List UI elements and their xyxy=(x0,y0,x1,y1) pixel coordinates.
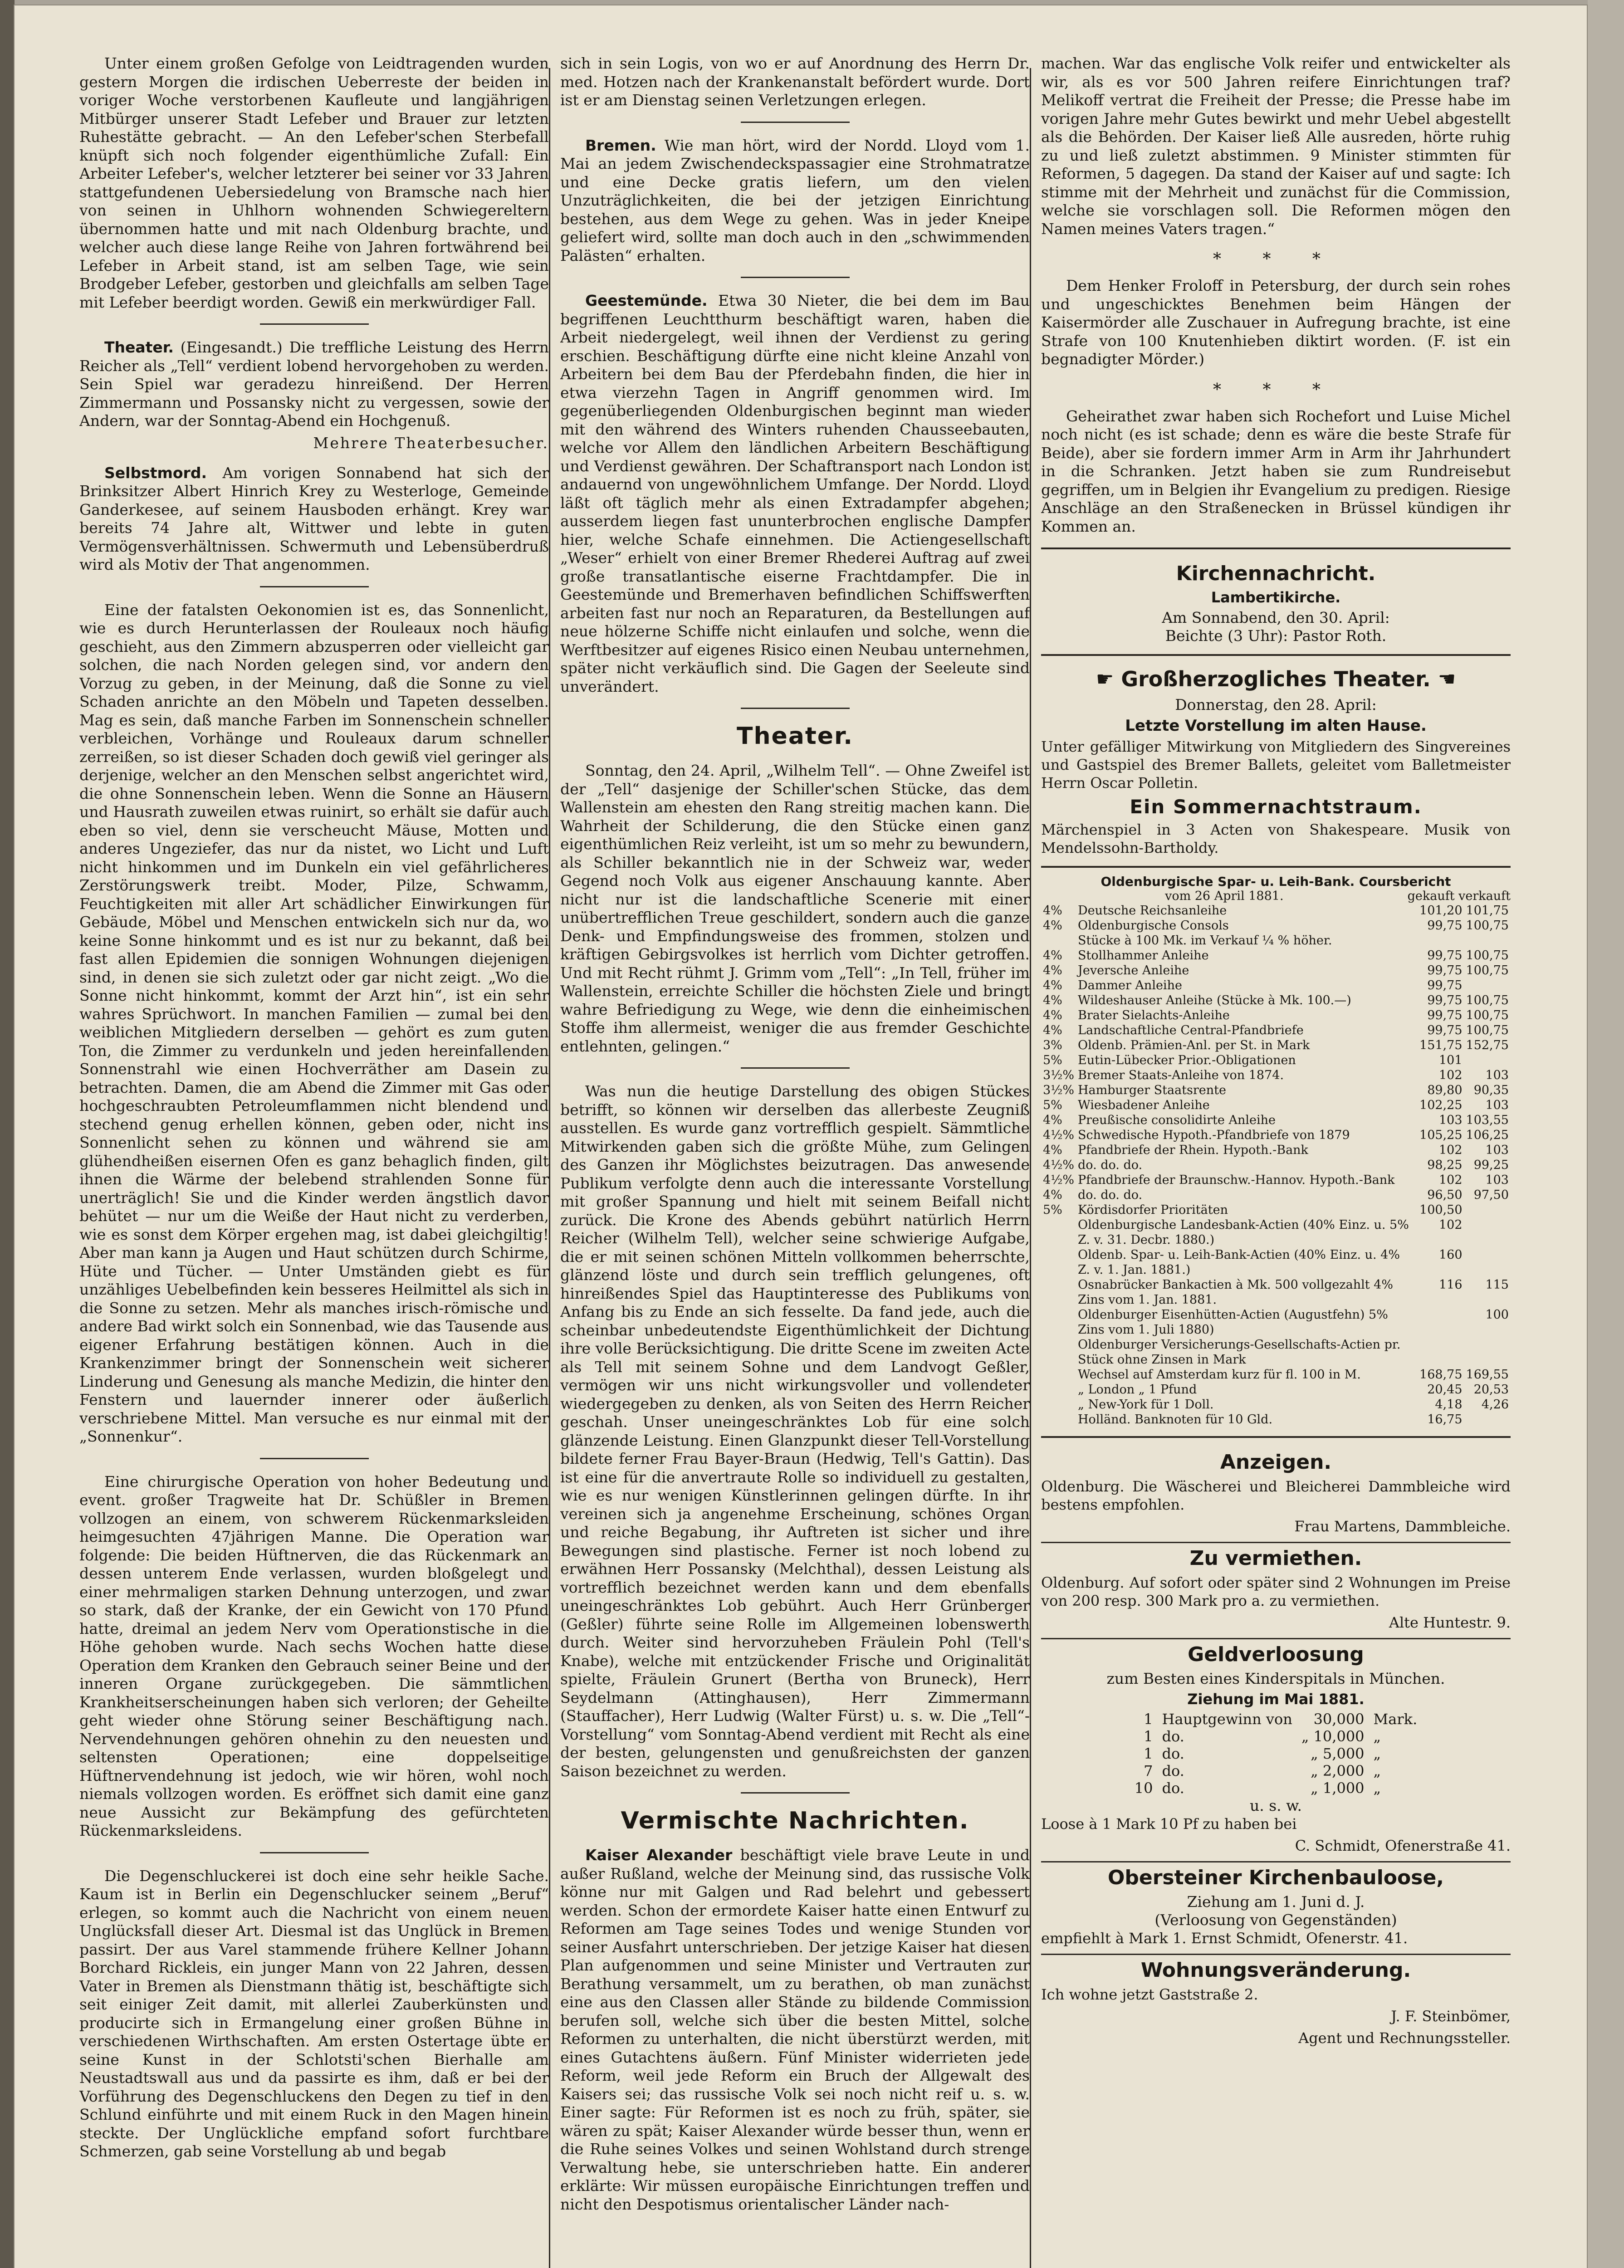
exchange-rate-row xyxy=(1041,918,1511,933)
prize-count: 10 xyxy=(1134,1779,1153,1797)
exchange-rate-rate: 4½% xyxy=(1043,1158,1075,1172)
separator-rule xyxy=(741,708,850,709)
asterism-separator: * * * xyxy=(1213,250,1339,269)
exchange-rate-sold: 97,50 xyxy=(1473,1188,1509,1202)
section-heading: Theater. xyxy=(737,723,853,750)
exchange-rate-rate xyxy=(1041,1367,1076,1382)
exchange-rate-sold xyxy=(1464,1412,1511,1427)
exchange-rate-row xyxy=(1041,1068,1511,1083)
exchange-rate-row xyxy=(1041,1023,1511,1038)
exchange-rate-rate: 4% xyxy=(1043,978,1062,992)
exchange-rate-bought: 99,75 xyxy=(1427,978,1463,992)
advertisements-title: Anzeigen. xyxy=(1220,1451,1332,1474)
exchange-rates xyxy=(1041,866,1511,1427)
exchange-rate-row xyxy=(1041,1382,1511,1397)
exchange-rate-bought: 89,80 xyxy=(1427,1083,1463,1097)
article-text: Am vorigen Sonnabend hat sich der Brinksitzer Albert Hinrich Krey zu Westerloge, Gemeinde Ganderkesee, auf seinem Hausboden erhängt. Krey war bereits 74 Jahre alt, Wittwer und lebte in guten Vermögensverhältnissen. Schwermuth und Lebensüberdruß wird als Motiv der That angenommen. xyxy=(79,464,549,573)
prize-unit: „ xyxy=(1373,1779,1381,1797)
exchange-rate-sold: 100,75 xyxy=(1466,963,1509,978)
exchange-rate-name: „ New-York für 1 Doll. xyxy=(1078,1398,1214,1412)
article-text: Etwa 30 Nieter, die bei dem im Bau begriffenen Leuchtthurm beschäftigt waren, haben die Arbeit niedergelegt, weil ihnen der Verdienst zu gering erschien. Beschäftigung dürfte eine nicht kleine Anzahl von Arbeitern bei dem Bau der Pferdebahn finden, die hier in etwa vierzehn Tagen in Angriff genommen wird. Im gegenüberliegenden Oldenburgischen beginnt man wieder mit den während des Winters ruhenden Chausseebauten, welche vor Allem den ländlichen Arbeitern Beschäftigung und Verdienst gewähren. Der Schaftransport nach London ist andauernd von ungewöhnlichem Umfange. Der Nordd. Lloyd läßt oft täglich mehr als einen Extradampfer abgehen; ausserdem liegen fast ununterbrochen englische Dampfer hier, welche Schafe einnehmen. Die Actiengesellschaft „Weser“ erhielt von einer Bremer Rhederei Auftrag auf zwei große transatlantische eiserne Frachtdampfer. Die in Geestemünde und Bremerhaven befindlichen Schiffswerften arbeiten fast nur noch an Reparaturen, da Bestellungen auf neue hölzerne Schiffe nicht einlaufen und solche, wenn die Werftbesitzer auf eigenes Risico einen Neubau unternehmen, später nicht verkäuflich sind. Die Gagen der Seeleute sind unverändert. xyxy=(560,292,1030,695)
exchange-rate-row xyxy=(1041,1098,1511,1113)
exchange-rate-name: Dammer Anleihe xyxy=(1078,978,1182,992)
article-text: Eine der fatalsten Oekonomien ist es, das Sonnenlicht, wie es durch Herunterlassen der Rouleaux noch häufig geschieht, aus den Zimmern abzusperren oder vielleicht gar solchen, die nach Norden gelegen sind, vor andern den Vorzug zu geben, in der Meinung, daß die Sonne zu viel Schaden anrichte an den Möbeln und Tapeten desselben. Mag es sein, daß manche Farben im Sonnenschein schneller verbleichen, Vorhänge und Rouleaux darum schneller zerreißen, so ist dieser Schaden doch gewiß viel geringer als derjenige, welcher an den Menschen selbst angerichtet wird, die ohne Sonnenschein leben. Wenn die Sonne an Häusern und Hausrath zuweilen etwas ruinirt, so erhält sie dafür auch eben so viel, denn sie verscheucht Mäuse, Motten und anderes Ungeziefer, das nur da nistet, wo Licht und Luft nicht hinkommen und im Dunkeln ein viel gefährlicheres Zerstörungswerk treibt. Moder, Pilze, Schwamm, Feuchtigkeiten mit aller Art schädlicher Einwirkungen für Gebäude, Möbel und Menschen entwickeln sich nur da, wo keine Sonne hinkommt und es ist nur zu bekannt, daß bei fast allen Epidemien die sonnigen Wohnungen diejenigen sind, in denen sie sich zuletzt oder gar nicht zeigt. „Wo die Sonne nicht hinkommt, kommt der Arzt hin“, ist ein sehr wahres Sprüchwort. In manchen Familien — zumal bei den weiblichen Mitgliedern derselben — gehört es zum guten Ton, die Zimmer zu verdunkeln und jeden hereinfallenden Sonnenstrahl wie einen Hochverräther am Dasein zu betrachten. Damen, die am Abend die Zimmer mit Gas oder hochgeschraubten Petroleumflammen nicht blendend und stechend genug erhellen können, geben oder, nicht ins Sonnenlicht sehen zu können und während sie am glühendheißen eisernen Ofen es ganz behaglich finden, gilt ihnen die Wärme der belebend strahlenden Sonne für unerträglich! Sie und die Kinder werden ängstlich davor behütet — nur um die Weiße der Haut nicht zu verderben, wie es sonst dem Körper ergehen mag, ist dabei gleichgiltig! Aber man kann ja Augen und Haut schützen durch Schirme, Hüte und Tücher. — Unter Umständen giebt es für unzähliges Uebelbefinden kein besseres Heilmittel als sich in die Sonne zu setzen. Mehr als manches irisch-römische und andere Bad wirkt solch ein Sonnenbad, wie das Tausende aus eigener Erfahrung bestätigen können. Auch in die Krankenzimmer bringt der Sonnenschein weit sicherer Linderung und Genesung als manche Medizin, die hinter den Fenstern und lauernder innerer oder äußerlich verschriebene Mittel. Man versuche es nur einmal mit der „Sonnenkur“. xyxy=(79,601,549,1445)
exchange-rate-rate: 4% xyxy=(1043,948,1062,963)
exchange-rate-sold: 106,25 xyxy=(1466,1128,1509,1142)
prize-amount: „ 2,000 xyxy=(1311,1762,1365,1779)
exchange-rate-bought: 103 xyxy=(1438,1113,1463,1127)
article-paragraph xyxy=(560,1846,1030,2214)
prize-amount: „ 5,000 xyxy=(1311,1745,1365,1762)
exchange-rate-name: Oldenburgische Consols xyxy=(1078,919,1229,933)
exchange-rate-bought: 102 xyxy=(1438,1068,1463,1082)
column-1 xyxy=(79,54,549,2268)
article-lead: Theater. xyxy=(104,338,174,356)
article-text: Unter einem großen Gefolge von Leidtragenden wurden gestern Morgen die irdischen Ueberreste der beiden in voriger Woche verstorbenen Kaufleute und langjährigen Mitbürger unserer Stadt Lefeber und Brauer zur letzten Ruhestätte gebracht. — An den Lefeber'schen Sterbefall knüpft sich noch folgender eigenthümliche Zufall: Ein Arbeiter Lefeber's, welcher letzterer bei seiner vor 33 Jahren stattgefundenen Uebersiedelung von Bramsche nach hier von seinen in Uhlhorn wohnenden Schwiegereltern übernommen hatte und mit nach Oldenburg brachte, und welcher auch diese lange Reihe von Jahren fortwährend bei Lefeber in Arbeit stand, ist am selben Tage, wie sein Brodgeber Lefeber, gestorben und gleichfalls am selben Tage mit Lefeber beerdigt worden. Gewiß ein merkwürdiger Fall. xyxy=(79,54,549,311)
ad-lottery-draw: Ziehung im Mai 1881. xyxy=(1187,1691,1365,1708)
exchange-rate-sold: 103 xyxy=(1485,1068,1509,1082)
exchange-rate-name: Holländ. Banknoten für 10 Gld. xyxy=(1078,1413,1273,1427)
exchange-rate-bought: 168,75 xyxy=(1419,1368,1463,1382)
exchange-rate-name: Pfandbriefe der Braunschw.-Hannov. Hypoth.-Bank xyxy=(1078,1173,1395,1187)
exchange-rate-sold xyxy=(1464,1202,1511,1217)
separator-rule xyxy=(260,1852,369,1853)
exchange-rate-sold: 20,53 xyxy=(1473,1383,1509,1397)
advertisements xyxy=(1041,1436,1511,2047)
exchange-rate-bought: 20,45 xyxy=(1427,1383,1463,1397)
prize-unit: Mark. xyxy=(1373,1711,1418,1728)
ad-rent: Oldenburg. Auf sofort oder später sind 2 Wohnungen im Preise von 200 resp. 300 Mark pro a. zu vermiethen. xyxy=(1041,1574,1511,1609)
exchange-rates-table xyxy=(1041,903,1511,1427)
exchange-rate-sold: 103,55 xyxy=(1466,1113,1509,1127)
article-text: Sonntag, den 24. April, „Wilhelm Tell“. — Ohne Zweifel ist der „Tell“ dasjenige der Schiller'schen Stücke, das dem Wallenstein am ehesten den Rang streitig machen kann. Die Wahrheit der Schilderung, die den Stücke einen ganz eigenthümlichen Reiz verleiht, ist um so mehr zu bewundern, als Schiller bekanntlich nie in der Schweiz war, weder Gegend noch Volk aus eigener Anschauung kannte. Aber nicht nur ist die landschaftliche Scenerie mit einer unübertrefflichen Treue geschildert, sondern auch die ganze Denk- und Empfindungsweise des frommen, stolzen und kräftigen Gebirgsvolkes ist herrlich vom Dichter getroffen. Und mit Recht rühmt J. Grimm vom „Tell“: „In Tell, früher im Wallenstein, erreichte Schiller die höchsten Ziele und bringt wahre Befriedigung zu Wege, wie denn die einheimischen Stoffe ihm allermeist, weniger die aus fremder Geschichte entlehnten, gelingen.“ xyxy=(560,762,1030,1055)
exchange-rate-bought: 96,50 xyxy=(1427,1188,1463,1202)
separator-rule xyxy=(741,1067,850,1069)
exchange-rate-bought: 99,75 xyxy=(1427,993,1463,1007)
exchange-rate-sold xyxy=(1464,978,1511,993)
exchange-rates-subheader xyxy=(1041,889,1511,903)
exchange-rate-rate xyxy=(1041,1247,1076,1277)
exchange-rate-rate: 4% xyxy=(1043,1113,1062,1127)
exchange-rate-rate: 4% xyxy=(1043,1008,1062,1022)
exchange-rate-name: Pfandbriefe der Rhein. Hypoth.-Bank xyxy=(1078,1143,1308,1157)
exchange-rate-row xyxy=(1041,1113,1511,1128)
article-text: Die Degenschluckerei ist doch eine sehr heikle Sache. Kaum ist in Berlin ein Degenschlucker seinem „Beruf“ erlegen, so kommt auch die Nachricht von einem neuen Unglücksfall dieser Art. Diesmal ist das Unglück in Bremen passirt. Der aus Varel stammende frühere Kellner Johann Borchard Rickleis, ein junger Mann von 22 Jahren, dessen Vater in Bremen als Dienstmann thätig ist, beschäftigte sich seit einiger Zeit damit, mit allerlei Zauberkünsten und producirte sich in Ermangelung einer großen Bühne in verschiedenen Wirthschaften. Am ersten Ostertage übte er seine Kunst in der Schlotsti'schen Bierhalle am Neustadtswall aus und da passirte es ihm, daß er bei der Vorführung des Degenschluckens den Degen zu tief in den Schlund einführte und mit einem Ruck in den Magen hinein steckte. Der Unglückliche empfand sofort furchtbare Schmerzen, gab seine Vorstellung ab und begab xyxy=(79,1867,549,2160)
exchange-rate-rate: 5% xyxy=(1043,1098,1062,1112)
asterism-separator: * * * xyxy=(1213,380,1339,399)
exchange-rate-name: Hamburger Staatsrente xyxy=(1078,1083,1226,1097)
exchange-rate-rate: 4% xyxy=(1043,1188,1062,1202)
exchange-rate-bought: 99,75 xyxy=(1427,948,1463,963)
exchange-rate-rate: 4% xyxy=(1043,963,1062,978)
ad-move-title: Wohnungsveränderung. xyxy=(1041,1954,1511,1982)
exchange-rate-row xyxy=(1041,1307,1511,1337)
theatre-play-title: Ein Sommernachtstraum. xyxy=(1130,796,1422,818)
ad-lottery-prizes xyxy=(1130,1711,1422,1797)
exchange-rate-bought: 101 xyxy=(1438,1053,1463,1067)
article-paragraph xyxy=(79,338,549,430)
article-paragraph xyxy=(560,762,1030,1056)
exchange-rate-rate xyxy=(1041,1337,1076,1367)
binding-edge xyxy=(0,0,15,2268)
exchange-rate-row xyxy=(1041,1337,1511,1367)
exchange-rate-rate xyxy=(1041,1217,1076,1247)
exchange-rate-bought: 116 xyxy=(1438,1278,1463,1292)
prize-label: do. xyxy=(1162,1745,1184,1762)
prize-label: do. xyxy=(1162,1762,1184,1779)
exchange-rate-row xyxy=(1041,903,1511,918)
exchange-rate-name: Brater Sielachts-Anleihe xyxy=(1078,1008,1230,1022)
ad-move-signature: J. F. Steinbömer, xyxy=(1391,2008,1511,2025)
column-rule xyxy=(1030,68,1031,2268)
exchange-rate-sold: 99,25 xyxy=(1473,1158,1509,1172)
theatre-last-show: Letzte Vorstellung im alten Hause. xyxy=(1125,717,1427,735)
theatre-play-subtitle: Märchenspiel in 3 Acten von Shakespeare. Musik von Mendelssohn-Bartholdy. xyxy=(1041,821,1511,856)
exchange-rate-name: Eutin-Lübecker Prior.-Obligationen xyxy=(1078,1053,1296,1067)
exchange-rate-bought: 99,75 xyxy=(1427,919,1463,933)
exchange-rate-bought: 16,75 xyxy=(1427,1413,1463,1427)
exchange-rate-sold xyxy=(1464,1337,1511,1367)
exchange-rate-bought: 105,25 xyxy=(1419,1128,1463,1142)
exchange-rate-row xyxy=(1041,948,1511,963)
exchange-rate-bought: 100,50 xyxy=(1419,1203,1463,1217)
exchange-rate-name: Oldenb. Spar- u. Leih-Bank-Actien (40% Einz. u. 4% Z. v. 1. Jan. 1881.) xyxy=(1078,1248,1400,1277)
article-text: Geheirathet zwar haben sich Rochefort und Luise Michel noch nicht (es ist schade; denn es wäre die beste Strafe für Beide), aber sie fordern immer Arm in Arm ihr Jahrhundert in die Schranken. Jetzt haben sie zum Rundreisebut gegriffen, um in Belgien ihr Evangelium zu predigen. Riesige Anschläge an den Straßenecken in Brüssel kündigen ihr Kommen an. xyxy=(1041,407,1511,535)
exchange-rate-row xyxy=(1041,1158,1511,1173)
exchange-rate-row xyxy=(1041,1367,1511,1382)
exchange-rate-name: Osnabrücker Bankactien à Mk. 500 vollgezahlt 4% Zins vom 1. Jan. 1881. xyxy=(1078,1278,1393,1307)
exchange-rate-row xyxy=(1041,1247,1511,1277)
prize-row xyxy=(1130,1745,1422,1762)
exchange-rate-rate: 3½% xyxy=(1043,1083,1075,1097)
exchange-rate-name: Jeversche Anleihe xyxy=(1078,963,1189,978)
article-lead: Kaiser Alexander xyxy=(585,1846,733,1864)
exchange-rate-name: Wechsel auf Amsterdam kurz für fl. 100 in M. xyxy=(1078,1368,1361,1382)
prize-label: do. xyxy=(1162,1728,1184,1745)
prize-count: 1 xyxy=(1144,1728,1153,1745)
exchange-rate-row xyxy=(1041,1188,1511,1202)
exchange-rate-sold: 90,35 xyxy=(1473,1083,1509,1097)
article-paragraph xyxy=(560,292,1030,696)
exchange-rate-sold xyxy=(1464,1217,1511,1247)
church-notice xyxy=(1041,547,1511,645)
ad-rent-signature: Alte Huntestr. 9. xyxy=(1389,1614,1511,1631)
newspaper-page xyxy=(14,5,1588,2268)
church-notice-title: Kirchennachricht. xyxy=(1176,562,1376,585)
exchange-rate-row xyxy=(1041,1217,1511,1247)
prize-unit: „ xyxy=(1373,1728,1381,1745)
exchange-rate-rate xyxy=(1041,1412,1076,1427)
ad-laundry-signature: Frau Martens, Dammbleiche. xyxy=(1294,1518,1511,1535)
article-paragraph xyxy=(79,1473,549,1840)
exchange-rate-sold: 100,75 xyxy=(1466,948,1509,963)
article-paragraph xyxy=(1041,277,1511,369)
church-service: Beichte (3 Uhr): Pastor Roth. xyxy=(1165,627,1387,645)
article-signature: Mehrere Theaterbesucher. xyxy=(313,434,549,452)
exchange-rate-sold xyxy=(1464,1053,1511,1068)
article-text: Wie man hört, wird der Nordd. Lloyd vom 1. Mai an jedem Zwischendeckspassagier eine Strohmatratze und eine Decke gratis liefern, um den vielen Unzuträglichkeiten, die bei der jetzigen Einrichtung bestehen, aus dem Wege zu gehen. Was in jeder Kneipe geliefert wird, sollte man doch auch in den „schwimmenden Palästen“ erhalten. xyxy=(560,136,1030,264)
theatre-date: Donnerstag, den 28. April: xyxy=(1175,696,1377,714)
exchange-rate-row xyxy=(1041,1008,1511,1023)
column-head-sold: verkauft xyxy=(1458,889,1511,903)
article-paragraph xyxy=(560,1082,1030,1780)
exchange-rate-name: „ London „ 1 Pfund xyxy=(1078,1383,1197,1397)
article-paragraph xyxy=(79,54,549,312)
exchange-rate-name: Preußische consolidirte Anleihe xyxy=(1078,1113,1276,1127)
exchange-rate-row xyxy=(1041,1053,1511,1068)
article-paragraph xyxy=(79,601,549,1446)
exchange-rate-row xyxy=(1041,1397,1511,1412)
exchange-rates-date: vom 26 April 1881. xyxy=(1165,889,1284,903)
exchange-rate-name: Oldenb. Prämien-Anl. per St. in Mark xyxy=(1078,1038,1310,1052)
exchange-rate-row xyxy=(1041,978,1511,993)
exchange-rate-name: Oldenburger Eisenhütten-Actien (Augustfehn) 5% Zins vom 1. Juli 1880) xyxy=(1078,1308,1388,1337)
exchange-rate-sold: 115 xyxy=(1485,1278,1509,1292)
exchange-rate-rate: 4½% xyxy=(1043,1173,1075,1187)
exchange-rate-name: Landschaftliche Central-Pfandbriefe xyxy=(1078,1023,1304,1037)
scan-margin xyxy=(1588,0,1624,2268)
separator-rule xyxy=(260,323,369,325)
exchange-rate-bought xyxy=(1418,1307,1464,1337)
article-paragraph xyxy=(560,54,1030,110)
exchange-rate-rate: 4% xyxy=(1043,1143,1062,1157)
exchange-rate-sold: 100,75 xyxy=(1466,1008,1509,1022)
prize-row xyxy=(1130,1711,1422,1728)
exchange-rates-title: Oldenburgische Spar- u. Leih-Bank. Coursbericht xyxy=(1101,874,1451,889)
exchange-rate-name: Wiesbadener Anleihe xyxy=(1078,1098,1210,1112)
column-3-articles xyxy=(1041,54,1511,536)
exchange-rate-sold: 103 xyxy=(1485,1098,1509,1112)
article-text: (Eingesandt.) Die treffliche Leistung des Herrn Reicher als „Tell“ verdient lobend hervorgehoben zu werden. Sein Spiel war geradezu hinreißend. Der Herren Zimmermann und Possansky nicht zu vergessen, sowie der Andern, war der Sonntag-Abend ein Hochgenuß. xyxy=(79,338,549,430)
exchange-rate-sold: 4,26 xyxy=(1481,1398,1509,1412)
exchange-rate-name: Schwedische Hypoth.-Pfandbriefe von 1879 xyxy=(1078,1128,1350,1142)
exchange-rate-rate: 4% xyxy=(1043,904,1062,918)
prize-label: do. xyxy=(1162,1779,1184,1797)
exchange-rate-sold: 169,55 xyxy=(1466,1368,1509,1382)
prize-unit: „ xyxy=(1373,1762,1381,1779)
exchange-rate-name: do. do. do. xyxy=(1078,1188,1143,1202)
prize-label: Hauptgewinn von xyxy=(1162,1711,1292,1728)
exchange-rate-row xyxy=(1041,993,1511,1008)
exchange-rate-row xyxy=(1041,1038,1511,1053)
exchange-rate-sold: 100,75 xyxy=(1466,1023,1509,1037)
exchange-rate-sold xyxy=(1464,933,1511,948)
exchange-rate-rate: 4% xyxy=(1043,993,1062,1007)
separator-rule xyxy=(260,1458,369,1459)
separator-rule xyxy=(741,1792,850,1794)
exchange-rate-sold: 100,75 xyxy=(1466,993,1509,1007)
exchange-rate-row xyxy=(1041,933,1511,948)
ad-lottery-signature: C. Schmidt, Ofenerstraße 41. xyxy=(1295,1837,1511,1854)
theatre-ad-title-row xyxy=(1041,667,1511,691)
exchange-rate-row xyxy=(1041,963,1511,978)
exchange-rate-bought xyxy=(1418,1337,1464,1367)
exchange-rate-bought: 101,20 xyxy=(1419,904,1463,918)
ad-lottery-price: Loose à 1 Mark 10 Pf zu haben bei xyxy=(1041,1815,1297,1833)
exchange-rate-rate xyxy=(1041,1382,1076,1397)
column-3 xyxy=(1041,54,1511,2268)
prize-unit: „ xyxy=(1373,1745,1381,1762)
exchange-rate-rate: 5% xyxy=(1043,1203,1062,1217)
exchange-rate-bought: 102,25 xyxy=(1419,1098,1463,1112)
exchange-rate-bought: 99,75 xyxy=(1427,1008,1463,1022)
ad-church-lottery-note: (Verloosung von Gegenständen) xyxy=(1154,1911,1397,1929)
exchange-rate-bought: 102 xyxy=(1438,1143,1463,1157)
exchange-rate-rate xyxy=(1041,1397,1076,1412)
exchange-rate-rate: 5% xyxy=(1043,1053,1062,1067)
article-lead: Selbstmord. xyxy=(104,464,207,482)
exchange-rate-rate: 4% xyxy=(1043,919,1062,933)
prize-row xyxy=(1130,1762,1422,1779)
pointing-hand-icon: ☚ xyxy=(1438,667,1456,691)
ad-lottery-title: Geldverloosung xyxy=(1041,1638,1511,1666)
church-name: Lambertikirche. xyxy=(1211,589,1341,606)
prize-amount: „ 10,000 xyxy=(1301,1728,1365,1745)
exchange-rate-row xyxy=(1041,1143,1511,1158)
theatre-ad-title: Großherzogliches Theater. xyxy=(1121,667,1431,691)
theatre-ad xyxy=(1041,654,1511,857)
column-2 xyxy=(560,54,1030,2268)
exchange-rate-name: Kördisdorfer Prioritäten xyxy=(1078,1203,1228,1217)
ad-church-lottery-date: Ziehung am 1. Juni d. J. xyxy=(1187,1893,1365,1911)
prize-count: 7 xyxy=(1144,1762,1153,1779)
article-text: sich in sein Logis, von wo er auf Anordnung des Herrn Dr. med. Hotzen nach der Krankenanstalt befördert wurde. Dort ist er am Dienstag seinen Verletzungen erlegen. xyxy=(560,54,1030,109)
exchange-rate-name: Stollhammer Anleihe xyxy=(1078,948,1209,963)
exchange-rate-name: Oldenburger Versicherungs-Gesellschafts-Actien pr. Stück ohne Zinsen in Mark xyxy=(1078,1338,1401,1367)
exchange-rate-row xyxy=(1041,1128,1511,1143)
exchange-rate-bought: 98,25 xyxy=(1427,1158,1463,1172)
exchange-rate-row xyxy=(1041,1173,1511,1188)
exchange-rate-sold: 100 xyxy=(1485,1308,1509,1322)
exchange-rate-row xyxy=(1041,1277,1511,1307)
exchange-rate-sold: 103 xyxy=(1485,1173,1509,1187)
exchange-rate-rate: 3% xyxy=(1043,1038,1062,1052)
exchange-rate-bought: 102 xyxy=(1438,1173,1463,1187)
article-paragraph xyxy=(560,137,1030,265)
article-paragraph xyxy=(1041,407,1511,536)
exchange-rate-bought: 102 xyxy=(1438,1218,1463,1232)
ad-lottery-usw: u. s. w. xyxy=(1250,1797,1302,1814)
exchange-rate-sold: 101,75 xyxy=(1466,904,1509,918)
article-paragraph xyxy=(1041,54,1511,238)
ad-rent-title: Zu vermiethen. xyxy=(1041,1542,1511,1570)
exchange-rate-row xyxy=(1041,1412,1511,1427)
column-head-bought: gekauft xyxy=(1407,889,1455,903)
article-paragraph xyxy=(79,1867,549,2161)
theatre-description: Unter gefälliger Mitwirkung von Mitgliedern des Singvereines und Gastspiel des Bremer Ballets, geleitet vom Balletmeister Herrn Oscar Polletin. xyxy=(1041,738,1511,792)
ad-laundry: Oldenburg. Die Wäscherei und Bleicherei Dammbleiche wird bestens empfohlen. xyxy=(1041,1478,1511,1513)
article-text: machen. War das englische Volk reifer und entwickelter als wir, als es vor 500 Jahren reifere Einrichtungen traf? Melikoff vertrat die Freiheit der Presse; die Presse habe im vorigen Jahre mehr Gutes bewirkt und mehr Uebel abgestellt als die Behörden. Der Kaiser ließ Alle ausreden, hörte ruhig zu und ließ zuletzt abstimmen. 9 Minister stimmten für Reformen, 5 dagegen. Da stand der Kaiser auf und sagte: Ich stimme mit der Mehrheit und zunächst für die Commission, welche sie vorschlagen soll. Die Reformen mögen den Namen meines Vaters tragen.“ xyxy=(1041,54,1511,238)
prize-amount: 30,000 xyxy=(1313,1711,1365,1728)
ad-lottery-purpose: zum Besten eines Kinderspitals in München. xyxy=(1106,1670,1445,1687)
exchange-rate-rate: 4½% xyxy=(1043,1128,1075,1142)
prize-row xyxy=(1130,1779,1422,1797)
ad-move-signature-role: Agent und Rechnungssteller. xyxy=(1298,2029,1511,2047)
article-paragraph xyxy=(79,464,549,574)
exchange-rate-name: Stücke à 100 Mk. im Verkauf ¼ % höher. xyxy=(1078,934,1332,948)
exchange-rate-row xyxy=(1041,1083,1511,1098)
exchange-rate-sold: 152,75 xyxy=(1466,1038,1509,1052)
exchange-rate-name: Bremer Staats-Anleihe von 1874. xyxy=(1078,1068,1284,1082)
exchange-rate-rate xyxy=(1041,1277,1076,1307)
prize-count: 1 xyxy=(1144,1745,1153,1762)
exchange-rate-bought: 4,18 xyxy=(1435,1398,1463,1412)
ad-church-lottery-seller: empfiehlt à Mark 1. Ernst Schmidt, Ofenerstr. 41. xyxy=(1041,1930,1408,1947)
separator-rule xyxy=(741,277,850,278)
section-heading: Vermischte Nachrichten. xyxy=(621,1807,969,1834)
exchange-rate-sold: 103 xyxy=(1485,1143,1509,1157)
exchange-rate-name: do. do. do. xyxy=(1078,1158,1143,1172)
separator-rule xyxy=(741,122,850,123)
exchange-rate-bought: 99,75 xyxy=(1427,963,1463,978)
exchange-rate-sold: 100,75 xyxy=(1466,919,1509,933)
ad-church-lottery-title: Obersteiner Kirchenbauloose, xyxy=(1041,1861,1511,1889)
pointing-hand-icon: ☛ xyxy=(1096,667,1114,691)
church-date: Am Sonnabend, den 30. April: xyxy=(1162,609,1390,626)
exchange-rate-rate xyxy=(1041,933,1076,948)
article-lead: Geestemünde. xyxy=(585,292,708,309)
exchange-rate-rate: 4% xyxy=(1043,1023,1062,1037)
exchange-rate-name: Wildeshauser Anleihe (Stücke à Mk. 100.—) xyxy=(1078,993,1351,1007)
article-text: Eine chirurgische Operation von hoher Bedeutung und event. großer Tragweite hat Dr. Schüßler in Bremen vollzogen an einem, von schwerem Rückenmarksleiden heimgesuchten 47jährigen Manne. Die Operation war folgende: Die beiden Hüftnerven, die das Rückenmark an dessen unterem Ende verlassen, wurden bloßgelegt und einer mehrmaligen starken Dehnung unterzogen, und zwar so stark, daß der Kranke, der ein Gewicht von 170 Pfund hatte, dreimal an jedem Nerv vom Operationstische in die Höhe gehoben wurde. Nach sechs Wochen hatte diese Operation dem Kranken den Gebrauch seiner Beine und der inneren Organe zurückgegeben. Die sämmtlichen Krankheitserscheinungen haben sich verloren; der Geheilte geht wieder ohne Störung seiner Beschäftigung nach. Nervendehnungen gehören ohnehin zu den neuesten und seltensten Operationen; eine doppelseitige Hüftnervendehnung ist jedoch, wie wir hören, wohl noch niemals vollzogen worden. Es eröffnet sich damit eine ganz neue Aussicht zur Bekämpfung des gefürchteten Rückenmarksleidens. xyxy=(79,1472,549,1839)
exchange-rate-rate: 3½% xyxy=(1043,1068,1075,1082)
column-rule xyxy=(549,68,550,2268)
exchange-rate-sold xyxy=(1464,1247,1511,1277)
exchange-rate-bought: 151,75 xyxy=(1419,1038,1463,1052)
exchange-rate-row xyxy=(1041,1202,1511,1217)
exchange-rate-name: Deutsche Reichsanleihe xyxy=(1078,904,1227,918)
exchange-rate-bought xyxy=(1418,933,1464,948)
ad-move-text: Ich wohne jetzt Gaststraße 2. xyxy=(1041,1986,1258,2003)
exchange-rate-rate xyxy=(1041,1307,1076,1337)
article-lead: Bremen. xyxy=(585,136,656,154)
prize-count: 1 xyxy=(1144,1711,1153,1728)
article-text: beschäftigt viele brave Leute in und außer Rußland, welche der Meinung sind, das russische Volk könne nur mit Galgen und Rad belehrt und gebessert werden. Schon der ermordete Kaiser hatte einen Entwurf zu Reformen am Tage seines Todes und wenige Stunden vor seiner Ausfahrt unterschrieben. Der jetzige Kaiser hat diesen Plan aufgenommen und seine Minister und Vertrauten zur Berathung versammelt, um zu berathen, ob man zunächst eine aus den Classen aller Stände zu bildende Commission berufen soll, welche sich über die besten Mittel, solche Reformen zu unterhalten, die nicht überstürzt werden, mit eines Gutachtens äußern. Fünf Minister widerrieten jede Reform, weil jede Reform ein Bruch der Allgewalt des Kaisers sei; das russische Volk sei noch nicht reif u. s. w. Einer sagte: Für Reformen ist es noch zu früh, später, sie wären zu spät; Kaiser Alexander würde besser thun, wenn er die Ruhe seines Volkes und seinen Wohlstand durch strenge Verwaltung hebe, sie unterschrieben hatte. Ein anderer erklärte: Wir müssen europäische Einrichtungen treffen und nicht den Despotismus orientalischer Länder nach- xyxy=(560,1846,1030,2213)
exchange-rate-name: Oldenburgische Landesbank-Actien (40% Einz. u. 5% Z. v. 31. Decbr. 1880.) xyxy=(1078,1218,1409,1247)
prize-row xyxy=(1130,1728,1422,1745)
separator-rule xyxy=(260,586,369,587)
exchange-rate-bought: 160 xyxy=(1438,1248,1463,1262)
prize-amount: „ 1,000 xyxy=(1311,1779,1365,1797)
article-text: Was nun die heutige Darstellung des obigen Stückes betrifft, so können wir derselben das allerbeste Zeugniß ausstellen. Es wurde ganz vortrefflich gespielt. Sämmtliche Mitwirkenden gaben sich die größte Mühe, zum Gelingen des Ganzen ihr Möglichstes beizutragen. Das anwesende Publikum verfolgte denn auch die interessante Vorstellung mit großer Spannung und hielt mit seinem Beifall nicht zurück. Die Krone des Abends gebührt natürlich Herrn Reicher (Wilhelm Tell), welcher seine schwierige Aufgabe, die er mit seinen schönen Mitteln vollkommen beherrschte, glänzend löste und durch sein trefflich gelungenes, oft hinreißendes Spiel das Hauptinteresse des Publikums von Anfang bis zu Ende an sich fesselte. Da fand jede, auch die scheinbar unbedeutendste Eigenthümlichkeit der Dichtung ihre volle Berücksichtigung. Die dritte Scene im zweiten Acte als Tell mit seinem Sohne und dem Landvogt Geßler, vermögen wir uns nicht wirkungsvoller und vollendeter wiedergegeben zu denken, als von Seiten des Herrn Reicher geschah. Unser uneingeschränktes Lob für eine solch glänzende Leistung. Einen Glanzpunkt dieser Tell-Vorstellung bildete ferner Frau Bayer-Braun (Hedwig, Tell's Gattin). Das ist eine für die anvertraute Rolle so individuell zu gestalten, wie es nur wenigen Künstlerinnen gelingen dürfte. In ihr vereinen sich ja angenehme Erscheinung, schönes Organ und reiche Begabung, ihr Auftreten ist sicher und ihre Bewegungen sind plastische. Ferner ist noch lobend zu erwähnen Herr Possansky (Melchthal), dessen Leistung als vortrefflich bezeichnet werden kann und dem ebenfalls uneingeschränktes Lob gebührt. Auch Herr Grünberger (Geßler) führte seine Rolle im Allgemeinen lobenswerth durch. Weiter sind hervorzuheben Fräulein Pohl (Tell's Knabe), welche mit entzückender Frische und Originalität spielte, Fräulein Grunert (Bertha von Bruneck), Herr Seydelmann (Attinghausen), Herr Zimmermann (Stauffacher), Herr Ludwig (Walter Fürst) u. s. w. Die „Tell“-Vorstellung“ vom Sonntag-Abend verdient mit Recht als eine der besten, gelungensten und genußreichsten der ganzen Saison bezeichnet zu werden. xyxy=(560,1082,1030,1780)
article-text: Dem Henker Froloff in Petersburg, der durch sein rohes und ungeschicktes Benehmen beim Hängen der Kaisermörder alle Zuschauer in Aufregung brachte, ist eine Strafe von 100 Knutenhieben diktirt worden. (F. ist ein begnadigter Mörder.) xyxy=(1041,277,1511,368)
exchange-rate-bought: 99,75 xyxy=(1427,1023,1463,1037)
